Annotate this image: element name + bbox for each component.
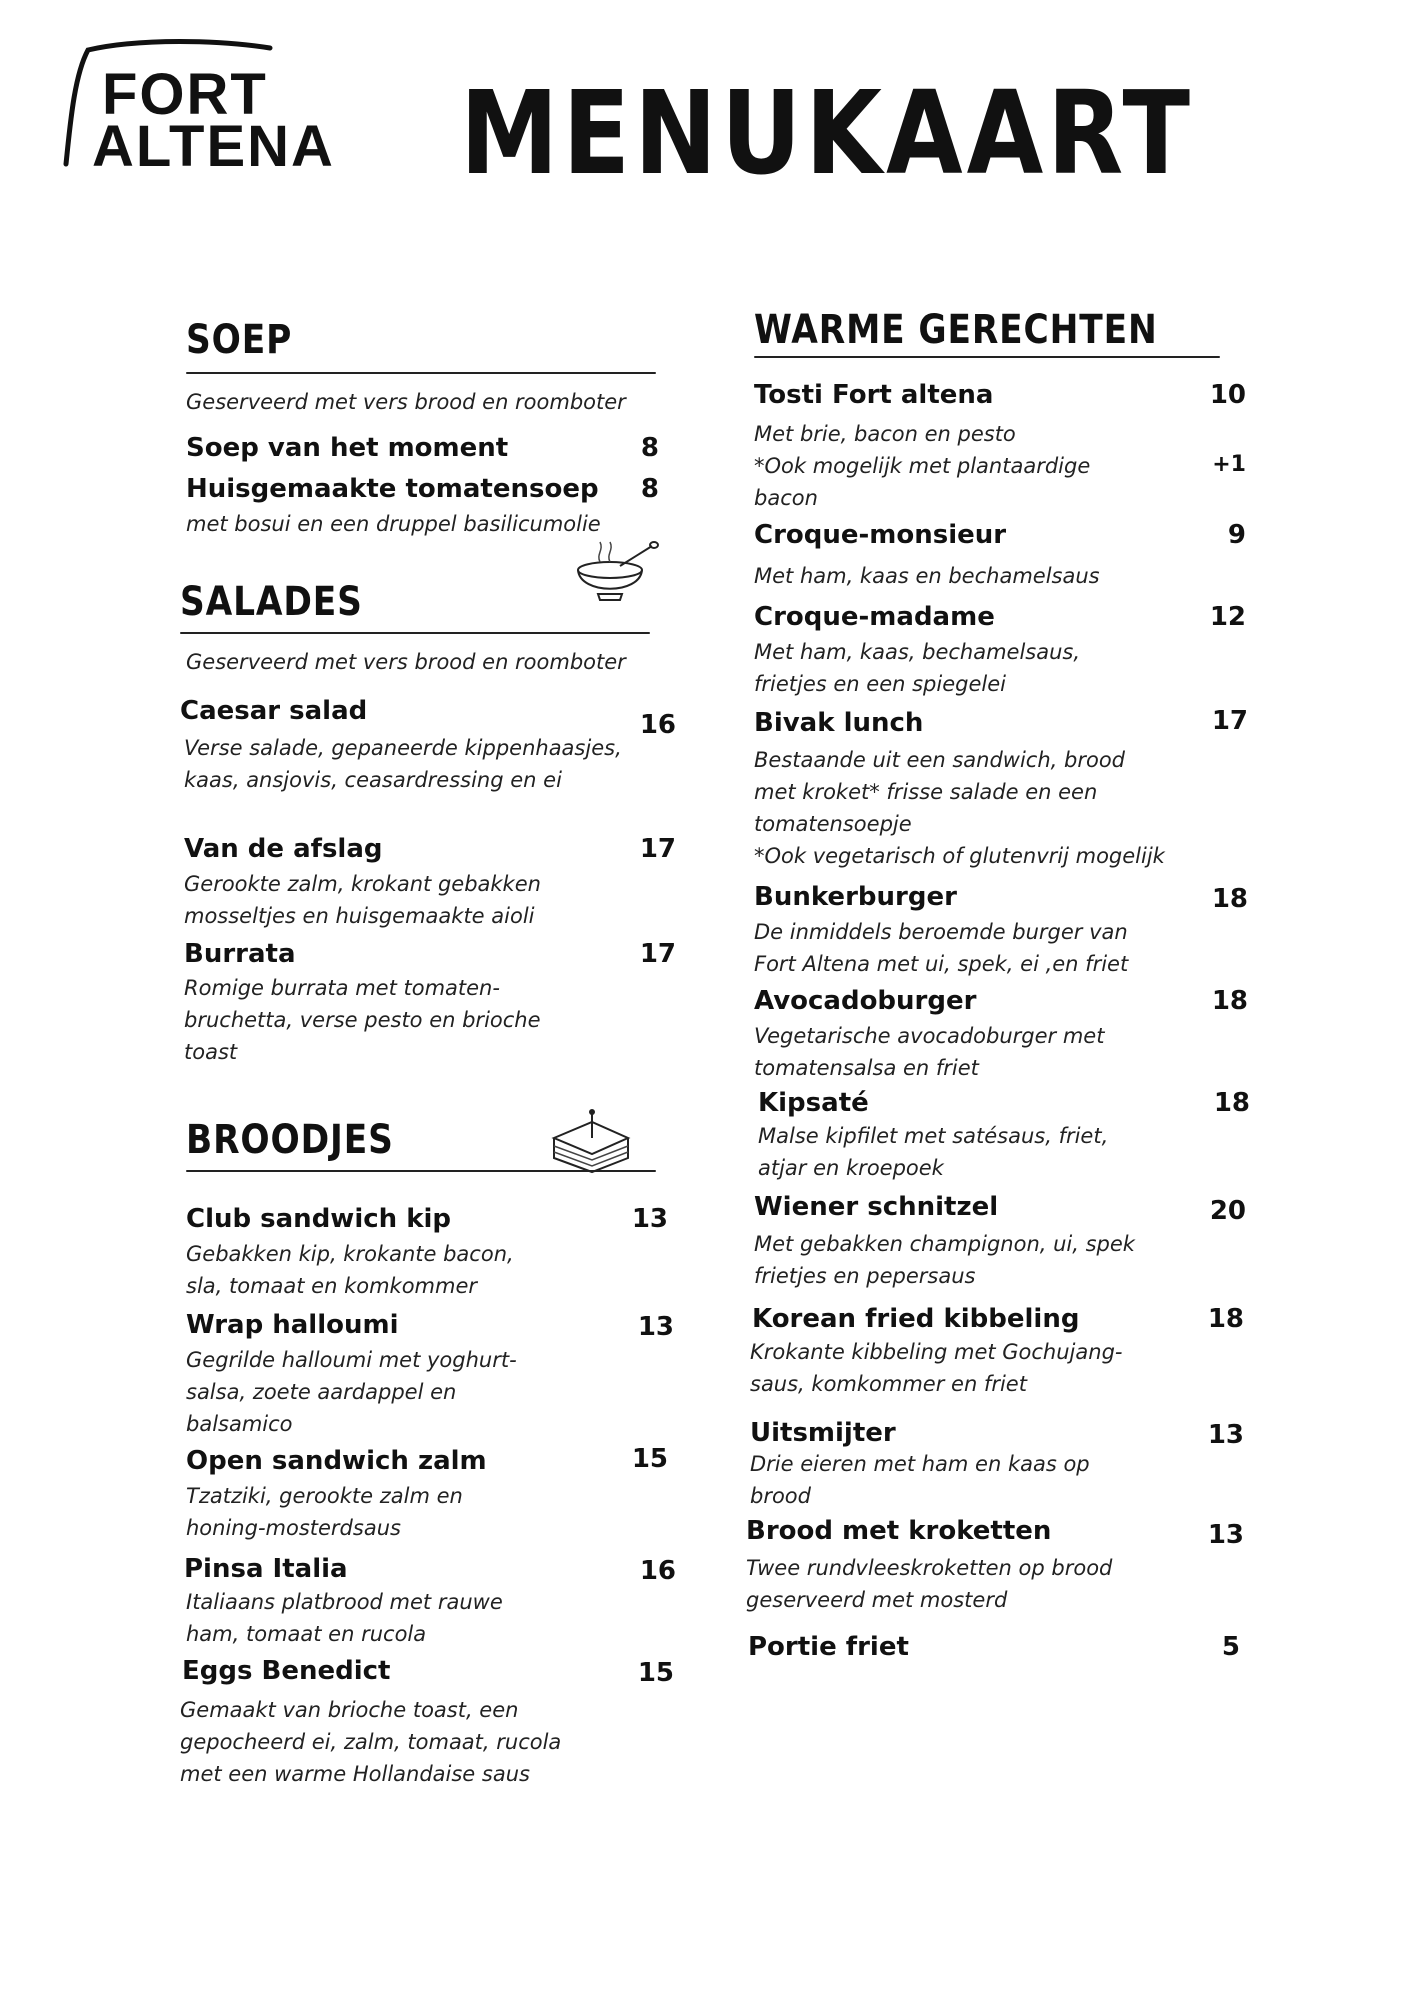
menu-item-description: De inmiddels beroemde burger van Fort Altena met ui, spek, ei ,en friet (754, 920, 1129, 976)
menu-item-price: 15 (631, 1444, 668, 1474)
menu-item-name: Club sandwich kip (186, 1204, 452, 1234)
menu-item-description: Twee rundvleeskroketten op brood geserveerd met mosterd (746, 1556, 1113, 1612)
menu-item-price: 8 (640, 433, 659, 463)
menu-item-name: Huisgemaakte tomatensoep (186, 474, 599, 504)
menu-item-price: 13 (1207, 1520, 1244, 1550)
menu-item-name: Kipsaté (758, 1088, 869, 1118)
logo-text-line2: ALTENA (92, 114, 335, 179)
menu-item-name: Brood met kroketten (746, 1516, 1052, 1546)
menu-item-name: Bivak lunch (754, 708, 924, 738)
menu-item-price: 18 (1211, 884, 1248, 914)
menu-item-price: 9 (1227, 520, 1246, 550)
menu-item-name: Open sandwich zalm (186, 1446, 487, 1476)
logo (60, 36, 335, 179)
menu-item-name: Burrata (184, 939, 296, 969)
menu-item-description: Bestaande uit een sandwich, brood met kroket* frisse salade en een tomatensoepje *Ook vegetarisch of glutenvrij mogelijk (754, 748, 1165, 868)
menu-item-description: Gerookte zalm, krokant gebakken mosseltjes en huisgemaakte aioli (184, 872, 541, 928)
menu-item-description: Vegetarische avocadoburger met tomatensalsa en friet (754, 1024, 1105, 1080)
section-title-warme-gerechten: WARME GERECHTEN (754, 307, 1158, 353)
menu-item-extra-price: +1 (1212, 452, 1246, 477)
section-divider (186, 1170, 656, 1172)
menu-item-price: 13 (631, 1204, 668, 1234)
section-title-salades: SALADES (180, 579, 363, 625)
sandwich-icon (548, 1108, 634, 1174)
section-title-broodjes: BROODJES (186, 1117, 394, 1163)
menu-item-description: Drie eieren met ham en kaas op brood (750, 1452, 1090, 1508)
menu-item-name: Eggs Benedict (182, 1656, 391, 1686)
menu-item-description: Gemaakt van brioche toast, een gepocheerd ei, zalm, tomaat, rucola met een warme Hollandaise saus (180, 1698, 562, 1786)
menu-item-description: Met brie, bacon en pesto *Ook mogelijk met plantaardige bacon (754, 422, 1091, 510)
menu-item-name: Korean fried kibbeling (752, 1304, 1080, 1334)
section-divider (754, 356, 1220, 358)
menu-item-name: Soep van het moment (186, 433, 509, 463)
menu-item-price: 15 (637, 1658, 674, 1688)
menu-item-price: 17 (1211, 706, 1248, 736)
menu-item-description: Romige burrata met tomaten- bruchetta, verse pesto en brioche toast (184, 976, 541, 1064)
menu-item-description: Met ham, kaas en bechamelsaus (754, 564, 1100, 588)
menu-item-price: 20 (1209, 1196, 1246, 1226)
menu-item-name: Pinsa Italia (184, 1554, 348, 1584)
section-title-soep: SOEP (186, 317, 293, 363)
menu-item-price: 8 (640, 474, 659, 504)
menu-item-name: Van de afslag (184, 834, 383, 864)
menu-item-description: Verse salade, gepaneerde kippenhaasjes, kaas, ansjovis, ceasardressing en ei (184, 736, 622, 792)
menu-item-price: 10 (1209, 380, 1246, 410)
menu-item-price: 13 (637, 1312, 674, 1342)
menu-item-price: 17 (639, 939, 676, 969)
page-title: MENUKAART (460, 65, 1194, 201)
menu-item-name: Portie friet (748, 1632, 909, 1662)
menu-item-price: 5 (1221, 1632, 1240, 1662)
section-subtitle-soep: Geserveerd met vers brood en roomboter (186, 390, 626, 414)
menu-item-description: Italiaans platbrood met rauwe ham, tomaat en rucola (186, 1590, 503, 1646)
menu-item-price: 17 (639, 834, 676, 864)
menu-item-price: 18 (1213, 1088, 1250, 1118)
menu-item-price: 18 (1207, 1304, 1244, 1334)
menu-item-name: Croque-monsieur (754, 520, 1007, 550)
menu-item-name: Croque-madame (754, 602, 995, 632)
menu-item-description: Malse kipfilet met satésaus, friet, atjar en kroepoek (758, 1124, 1109, 1180)
menu-item-name: Wrap halloumi (186, 1310, 399, 1340)
menu-item-description: Krokante kibbeling met Gochujang- saus, komkommer en friet (750, 1340, 1123, 1396)
menu-item-name: Bunkerburger (754, 882, 957, 912)
menu-item-price: 18 (1211, 986, 1248, 1016)
menu-item-description: Met ham, kaas, bechamelsaus, frietjes en een spiegelei (754, 640, 1081, 696)
section-divider (186, 372, 656, 374)
section-subtitle-salades: Geserveerd met vers brood en roomboter (186, 650, 626, 674)
menu-item-price: 13 (1207, 1420, 1244, 1450)
menu-item-name: Caesar salad (180, 696, 368, 726)
menu-item-description: Met gebakken champignon, ui, spek frietjes en pepersaus (754, 1232, 1135, 1288)
section-divider (180, 632, 650, 634)
soup-bowl-icon (570, 540, 660, 610)
logo-text-line1: FORT (102, 62, 268, 127)
menu-item-name: Avocadoburger (754, 986, 977, 1016)
menu-item-price: 16 (639, 1556, 676, 1586)
menu-item-name: Uitsmijter (750, 1418, 896, 1448)
menu-item-price: 12 (1209, 602, 1246, 632)
menu-item-description: Gebakken kip, krokante bacon, sla, tomaat en komkommer (186, 1242, 514, 1298)
menu-item-description: Tzatziki, gerookte zalm en honing-mosterdsaus (186, 1484, 463, 1540)
menu-item-name: Tosti Fort altena (754, 380, 994, 410)
menu-item-name: Wiener schnitzel (754, 1192, 999, 1222)
menu-item-description: Gegrilde halloumi met yoghurt- salsa, zoete aardappel en balsamico (186, 1348, 517, 1436)
menu-item-price: 16 (639, 710, 676, 740)
menu-item-description: met bosui en een druppel basilicumolie (186, 512, 601, 536)
